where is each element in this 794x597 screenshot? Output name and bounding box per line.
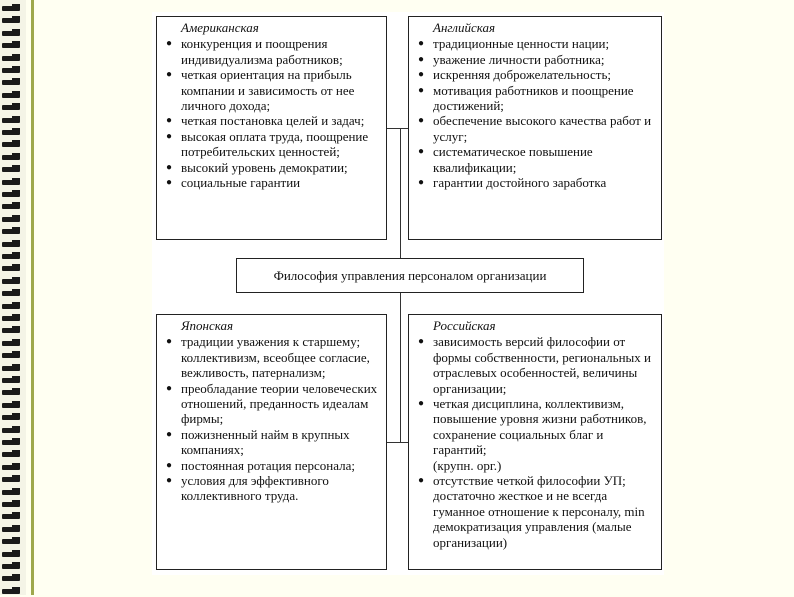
- binding-ring: [2, 302, 22, 312]
- binding-ring: [2, 91, 22, 101]
- binding-ring: [2, 252, 22, 262]
- english-title: Английская: [433, 20, 496, 35]
- connector-top-horizontal: [386, 128, 409, 129]
- binding-ring: [2, 550, 22, 560]
- binding-ring: [2, 103, 22, 113]
- connector-bottom-vertical: [400, 292, 401, 442]
- english-philosophy-box: [408, 16, 662, 240]
- binding-ring: [2, 438, 22, 448]
- binding-ring: [2, 4, 22, 14]
- binding-ring: [2, 178, 22, 188]
- binding-ring: [2, 16, 22, 26]
- american-item: ● конкуренция и поощрения индивидуализма работников;: [165, 36, 382, 67]
- american-item: ● высокая оплата труда, поощрение потребительских ценностей;: [165, 129, 382, 160]
- central-concept-box: [236, 258, 584, 293]
- binding-ring: [2, 388, 22, 398]
- binding-ring: [2, 463, 22, 473]
- english-item: ● обеспечение высокого качества работ и услуг;: [417, 113, 657, 144]
- connector-bottom-horizontal: [386, 442, 409, 443]
- binding-ring: [2, 66, 22, 76]
- japanese-item: ● постоянная ротация персонала;: [165, 458, 382, 473]
- binding-ring: [2, 450, 22, 460]
- binding-ring: [2, 326, 22, 336]
- binding-ring: [2, 488, 22, 498]
- margin-line: [31, 0, 34, 595]
- japanese-title: Японская: [181, 318, 234, 333]
- russian-note: [417, 458, 657, 473]
- binding-ring: [2, 364, 22, 374]
- american-philosophy-box: [156, 16, 387, 240]
- binding-ring: [2, 574, 22, 584]
- binding-ring: [2, 215, 22, 225]
- japanese-item: ● традиции уважения к старшему; коллективизм, всеобщее согласие, вежливость, патернализм;: [165, 334, 382, 380]
- american-item: ● четкая постановка целей и задач;: [165, 113, 382, 128]
- binding-ring: [2, 277, 22, 287]
- russian-title: Российская: [433, 318, 496, 333]
- binding-ring: [2, 537, 22, 547]
- russian-item: ● зависимость версий философии от формы собственности, региональных и отраслевых особенностей, величины организации;: [417, 334, 657, 396]
- american-item: ● четкая ориентация на прибыль компании и зависимость от нее личного дохода;: [165, 67, 382, 113]
- binding-ring: [2, 116, 22, 126]
- binding-ring: [2, 512, 22, 522]
- japanese-item: ● пожизненный найм в крупных компаниях;: [165, 427, 382, 458]
- binding-ring: [2, 587, 22, 597]
- connector-top-vertical: [400, 128, 401, 259]
- russian-item: ● отсутствие четкой философии УП; достаточно жесткое и не всегда гуманное отношение к персоналу, min демократизация управления (малые организации): [417, 473, 657, 550]
- english-item: ● мотивация работников и поощрение достижений;: [417, 83, 657, 114]
- binding-ring: [2, 413, 22, 423]
- binding-ring: [2, 525, 22, 535]
- binding-ring: [2, 314, 22, 324]
- american-item: ● социальные гарантии: [165, 175, 382, 190]
- russian-note-text: (крупн. орг.): [433, 457, 502, 473]
- binding-ring: [2, 153, 22, 163]
- binding-ring: [2, 78, 22, 88]
- english-item: ● систематическое повышение квалификации;: [417, 144, 657, 175]
- binding-ring: [2, 500, 22, 510]
- binding-ring: [2, 29, 22, 39]
- binding-ring: [2, 41, 22, 51]
- binding-ring: [2, 289, 22, 299]
- binding-ring: [2, 54, 22, 64]
- binding-ring: [2, 202, 22, 212]
- binding-ring: [2, 165, 22, 175]
- binding-ring: [2, 401, 22, 411]
- russian-item: ● четкая дисциплина, коллективизм, повышение уровня жизни работников, сохранение социальных благ и гарантий;: [417, 396, 657, 458]
- japanese-item: ● условия для эффективного коллективного труда.: [165, 473, 382, 504]
- binding-ring: [2, 351, 22, 361]
- binding-ring: [2, 426, 22, 436]
- binding-ring: [2, 562, 22, 572]
- japanese-philosophy-box: [156, 314, 387, 570]
- binding-ring: [2, 376, 22, 386]
- english-item: ● гарантии достойного заработка: [417, 175, 657, 190]
- binding-ring: [2, 128, 22, 138]
- binding-ring: [2, 227, 22, 237]
- binding-ring: [2, 339, 22, 349]
- american-title: Американская: [181, 20, 259, 35]
- binding-ring: [2, 264, 22, 274]
- central-concept-label: Философия управления персоналом организации: [273, 268, 547, 283]
- japanese-item: ● преобладание теории человеческих отношений, преданность идеалам фирмы;: [165, 381, 382, 427]
- english-item: ● традиционные ценности нации;: [417, 36, 657, 51]
- binding-ring: [2, 190, 22, 200]
- spiral-binding: [0, 0, 26, 595]
- english-item: ● искренняя доброжелательность;: [417, 67, 657, 82]
- binding-ring: [2, 240, 22, 250]
- american-item: ● высокий уровень демократии;: [165, 160, 382, 175]
- russian-philosophy-box: [408, 314, 662, 570]
- binding-ring: [2, 140, 22, 150]
- binding-ring: [2, 475, 22, 485]
- english-item: ● уважение личности работника;: [417, 52, 657, 67]
